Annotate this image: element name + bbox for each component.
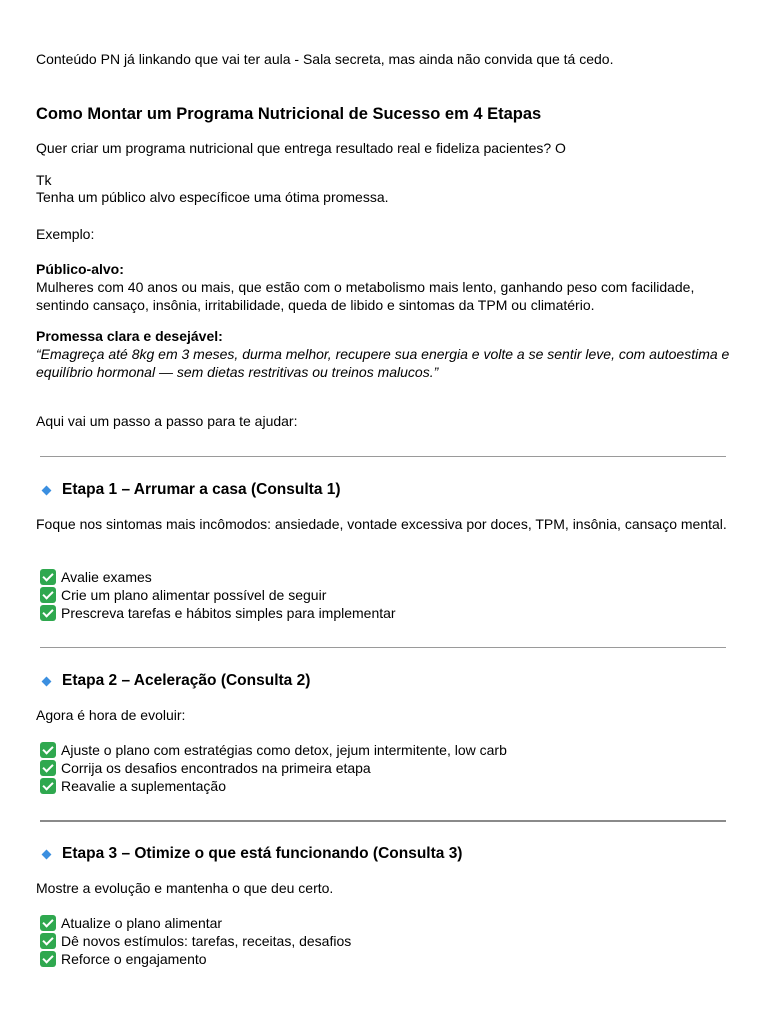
check-mark-button-icon [40,778,56,794]
step-1-heading [36,480,341,500]
promise-text: “Emagreça até 8kg em 3 meses, durma melhor, recupere sua energia e volte a se sentir leve, com autoestima e equilíbrio hormonal — sem dietas restritivas ou treinos malucos.” [36,346,730,380]
list-item: Prescreva tarefas e hábitos simples para implementar [36,604,396,622]
step-1-title: Etapa 1 – Arrumar a casa (Consulta 1) [62,481,341,498]
promise-label: Promessa clara e desejável: [36,328,223,344]
step-3-description: Mostre a evolução e mantenha o que deu certo. [36,880,334,896]
check-mark-button-icon [40,587,56,603]
list-item: Crie um plano alimentar possível de seguir [36,586,396,604]
list-item: Reavalie a suplementação [36,777,507,795]
list-item: Ajuste o plano com estratégias como detox, jejum intermitente, low carb [36,741,507,759]
target-audience-text: Mulheres com 40 anos ou mais, que estão com o metabolismo mais lento, ganhando peso com facilidade, sentindo cansaço, insônia, irritabilidade, queda de libido e sintomas da TPM ou climatério. [36,279,695,313]
step-2-heading [36,671,310,691]
check-mark-button-icon [40,760,56,776]
list-item: Atualize o plano alimentar [36,914,351,932]
tk-line: Tk [36,172,52,188]
step-1-description: Foque nos sintomas mais incômodos: ansiedade, vontade excessiva por doces, TPM, insônia, cansaço mental. [36,516,727,532]
step-intro: Aqui vai um passo a passo para te ajudar: [36,413,298,429]
check-mark-button-icon [40,951,56,967]
check-mark-button-icon [40,933,56,949]
promise [36,327,736,381]
divider [40,647,726,648]
small-blue-diamond-icon [42,485,52,495]
small-blue-diamond-icon [42,676,52,686]
list-item: Corrija os desafios encontrados na primeira etapa [36,759,507,777]
step-1-checklist [36,568,396,622]
intro-note: Conteúdo PN já linkando que vai ter aula - Sala secreta, mas ainda não convida que tá cedo. [36,51,614,67]
check-mark-button-icon [40,569,56,585]
audience-line: Tenha um público alvo específicoe uma ótima promessa. [36,189,389,205]
check-mark-button-icon [40,742,56,758]
divider [40,456,726,457]
target-audience-label: Público-alvo: [36,261,124,277]
step-3-title: Etapa 3 – Otimize o que está funcionando (Consulta 3) [62,845,463,862]
example-label: Exemplo: [36,226,95,242]
step-2-checklist [36,741,507,795]
check-mark-button-icon [40,605,56,621]
list-item: Reforce o engajamento [36,950,351,968]
small-blue-diamond-icon [42,849,52,859]
lead-paragraph: Quer criar um programa nutricional que entrega resultado real e fideliza pacientes? O [36,140,566,156]
list-item: Avalie exames [36,568,396,586]
list-item: Dê novos estímulos: tarefas, receitas, desafios [36,932,351,950]
check-mark-button-icon [40,915,56,931]
divider [40,820,726,822]
step-3-heading [36,844,462,864]
step-3-checklist [36,914,351,968]
target-audience [36,260,736,314]
page-title: Como Montar um Programa Nutricional de Sucesso em 4 Etapas [36,105,542,123]
step-2-description: Agora é hora de evoluir: [36,707,186,723]
step-2-title: Etapa 2 – Aceleração (Consulta 2) [62,672,311,689]
